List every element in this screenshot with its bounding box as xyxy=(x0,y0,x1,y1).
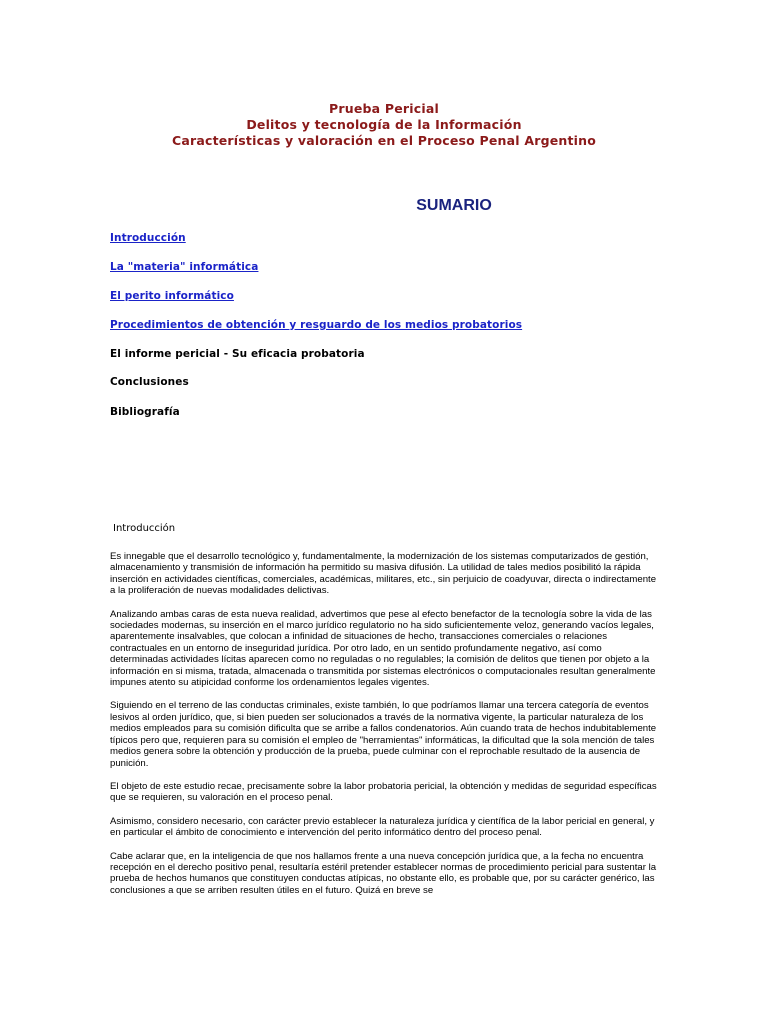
title-line-1: Prueba Pericial xyxy=(329,101,439,116)
title-line-3: Características y valoración en el Proceso Penal Argentino xyxy=(171,133,597,148)
document-title xyxy=(0,101,768,149)
paragraph: Analizando ambas caras de esta nueva realidad, advertimos que pese al efecto benefactor de la tecnología sobre la vida de las sociedades modernas, su inserción en el marco jurídico regulatorio no ha sido suficientemente veloz, generando vacíos legales, aparentemente insalvables, que colocan a infinidad de situaciones de hecho, transacciones comerciales o relaciones contractuales en un entorno de inseguridad jurídica. Por otro lado, en un sentido profundamente negativo, así como determinadas actividades lícitas aparecen como no reguladas o no regulables; la comisión de delitos que tienen por objeto a la información en si misma, tratada, almacenada o transmitida por sistemas electrónicos o computacionales resultan generalmente impunes atento su atipicidad conforme los ordenamientos legales vigentes. xyxy=(110,608,656,689)
title-line-2: Delitos y tecnología de la Información xyxy=(246,117,522,132)
toc-item-informe-pericial: El informe pericial - Su eficacia probatoria xyxy=(110,348,365,360)
toc-item-bibliografia: Bibliografía xyxy=(110,406,180,418)
paragraph: Cabe aclarar que, en la inteligencia de que nos hallamos frente a una nueva concepción jurídica que, a la fecha no encuentra recepción en el derecho positivo penal, resultaría estéril pretender establecer normas de procedimiento pericial para sustentar la prueba de hechos humanos que constituyen conductas atípicas, no obstante ello, es probable que, por su carácter genérico, las conclusiones a que se arriben resulten útiles en el futuro. Quizá en breve se xyxy=(110,850,657,896)
intro-body xyxy=(110,551,658,908)
toc-link-introduccion[interactable]: Introducción xyxy=(110,232,186,244)
summary-heading: SUMARIO xyxy=(416,197,492,214)
toc-link-perito-informatico[interactable]: El perito informático xyxy=(110,290,234,302)
toc-link-materia-informatica[interactable]: La "materia" informática xyxy=(110,261,259,273)
toc-link-procedimientos[interactable]: Procedimientos de obtención y resguardo de los medios probatorios xyxy=(110,319,523,331)
paragraph: El objeto de este estudio recae, precisamente sobre la labor probatoria pericial, la obtención y medidas de seguridad específicas que se requieren, su valoración en el proceso penal. xyxy=(110,780,657,804)
paragraph: Siguiendo en el terreno de las conductas criminales, existe también, lo que podríamos llamar una tercera categoría de eventos lesivos al orden jurídico, que, si bien pueden ser solucionados a través de la normativa vigente, la particular naturaleza de los medios empleados para su comisión dificulta que se arribe a fallos condenatorios. Aún cuando trata de hechos indubitablemente típicos pero que, requieren para su comisión el empleo de "herramientas" informáticas, la dificultad que la sola mención de tales medios genera sobre la obtención y producción de la prueba, puede culminar con el reprochable resultado de la ausencia de punición. xyxy=(110,700,657,769)
paragraph: Es innegable que el desarrollo tecnológico y, fundamentalmente, la modernización de los sistemas computarizados de gestión, almacenamiento y transmisión de información ha permitido su masiva difusión. La utilidad de tales medios posibilitó la rápida inserción en actividades científicas, comerciales, académicas, militares, etc., sin perjuicio de coadyuvar, directa o indirectamente a la proliferación de nuevas modalidades delictivas. xyxy=(110,551,657,597)
paragraph: Asimismo, considero necesario, con carácter previo establecer la naturaleza jurídica y científica de la labor pericial en general, y en particular el ámbito de conocimiento e intervención del perito informático dentro del proceso penal. xyxy=(110,815,655,839)
intro-heading: Introducción xyxy=(113,523,176,534)
toc-item-conclusiones: Conclusiones xyxy=(110,376,189,388)
